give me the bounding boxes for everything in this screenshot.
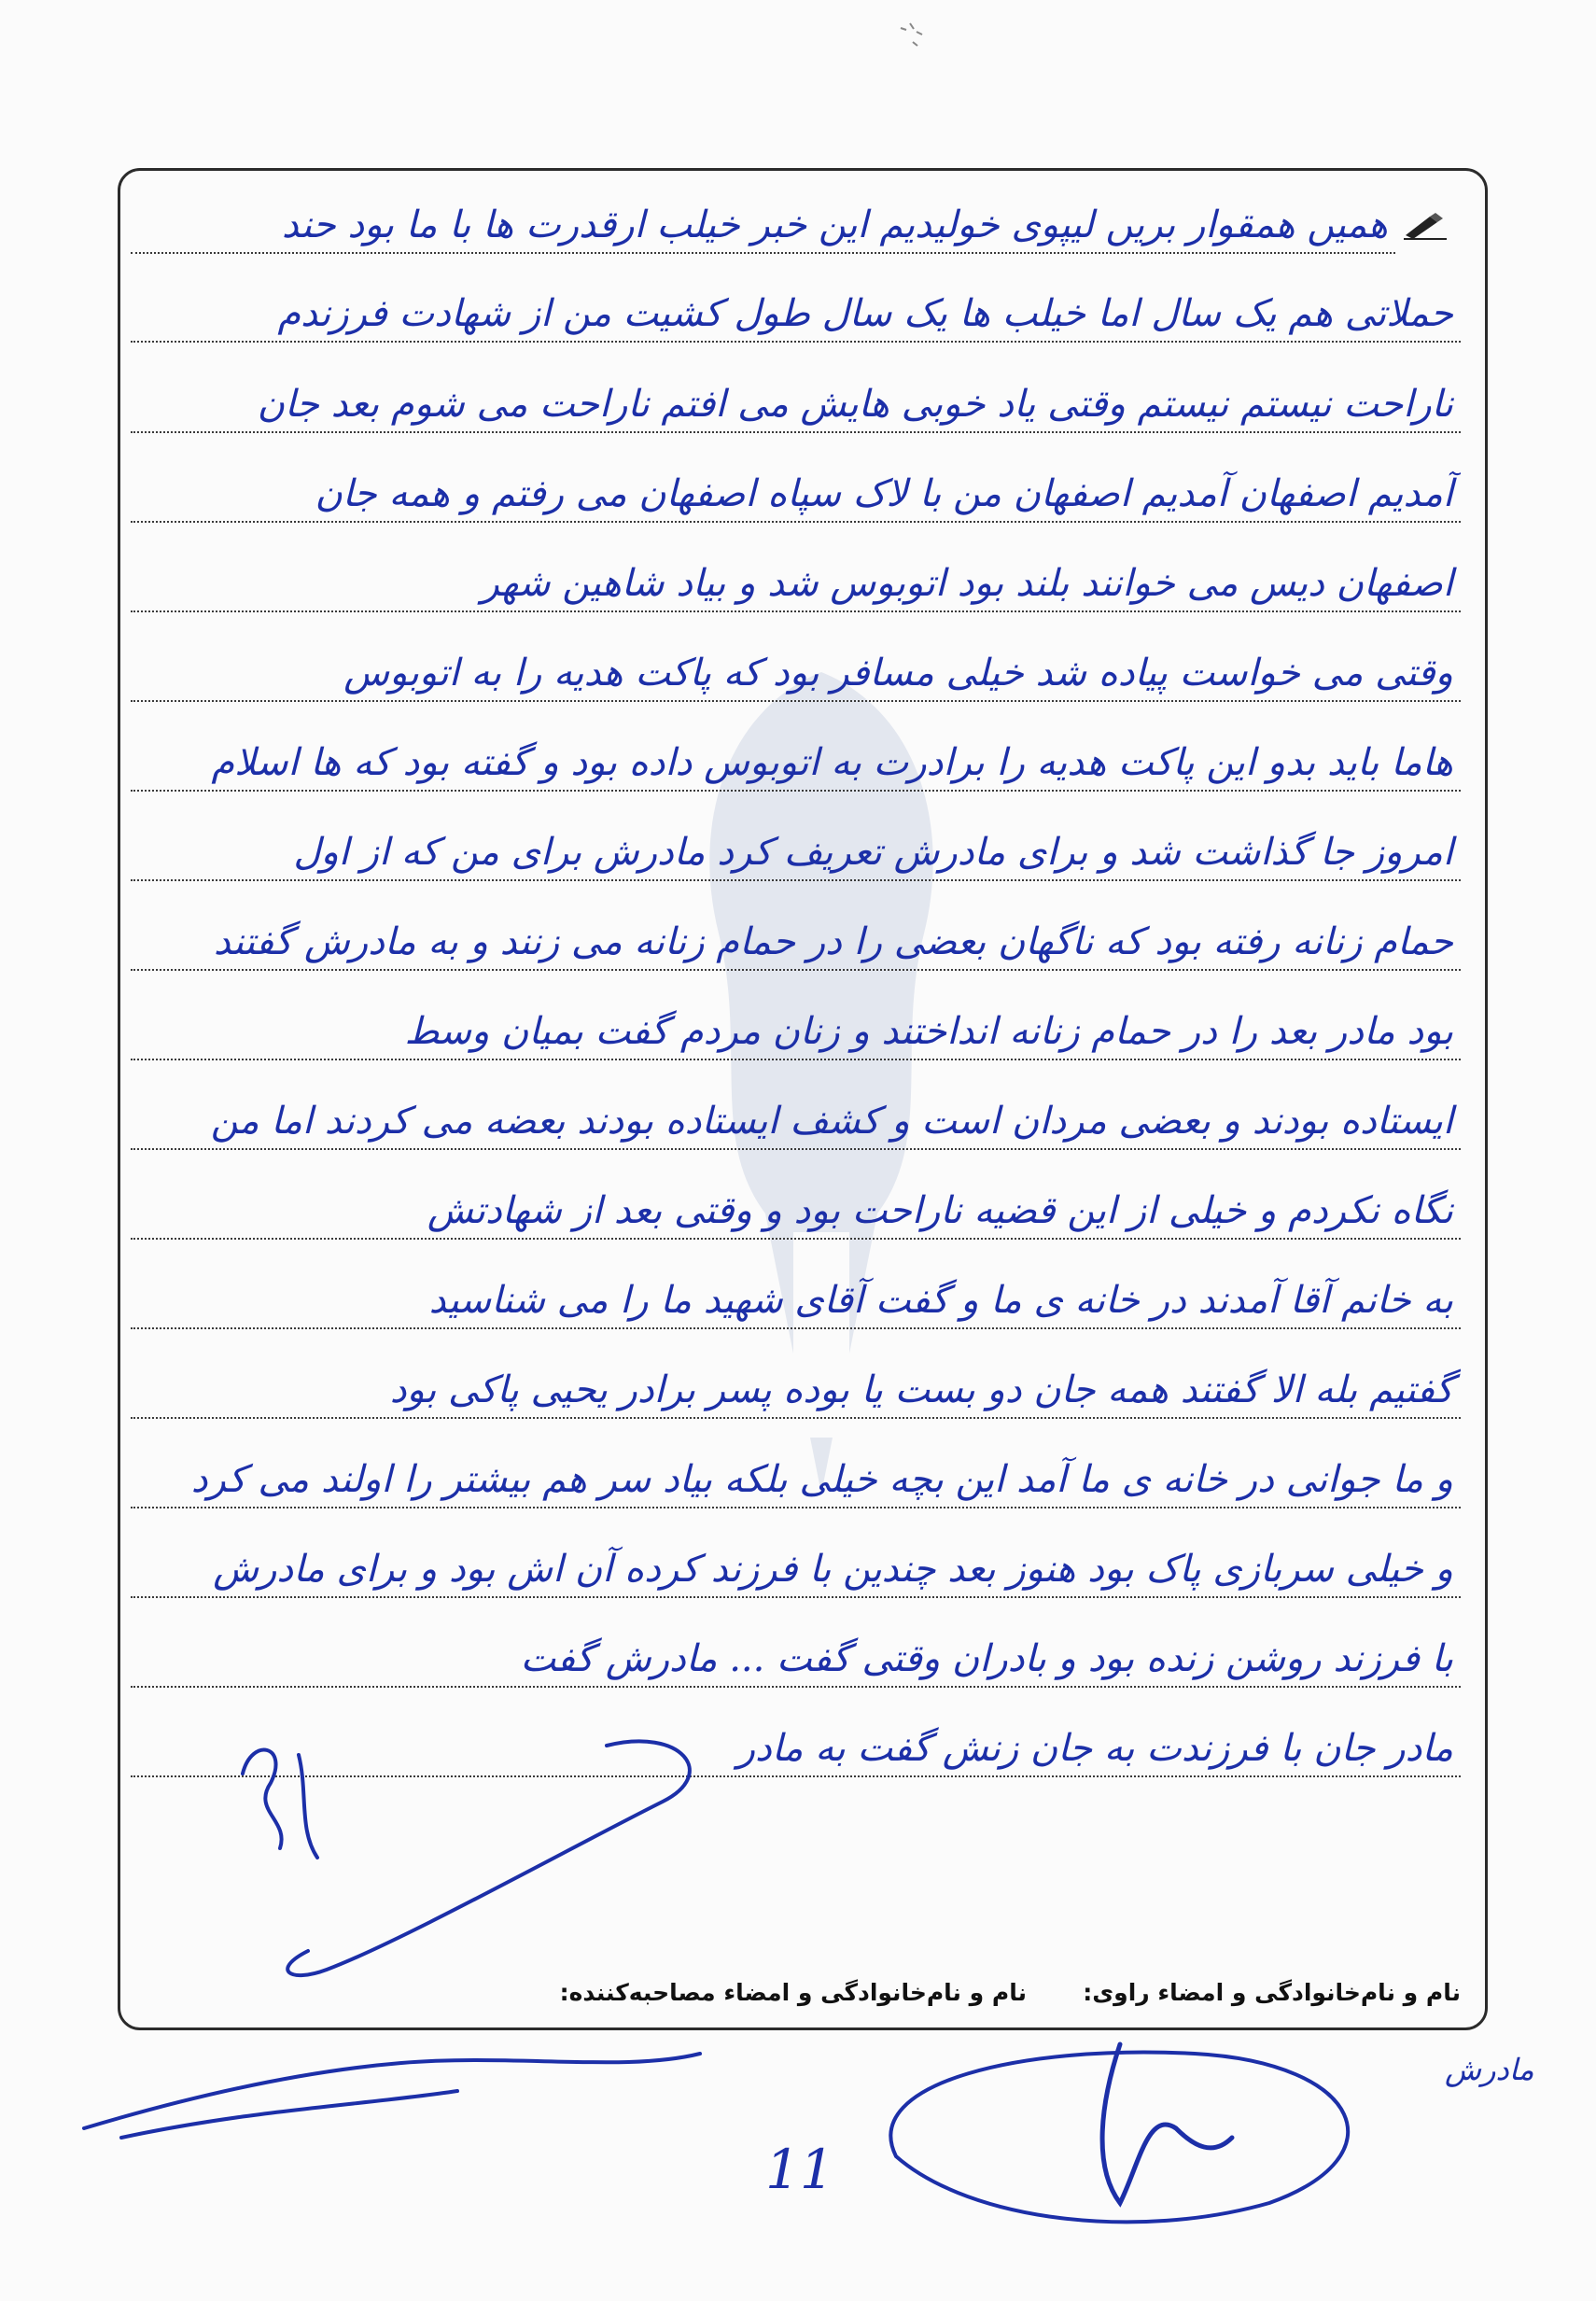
handwritten-line: آمدیم اصفهان آمدیم اصفهان من با لاک سپاه اصفهان می رفتم و همه جان bbox=[131, 465, 1461, 523]
handwritten-line: ایستاده بودند و بعضی مردان است و کشف ایستاده بودند بعضه می کردند اما من bbox=[131, 1092, 1461, 1150]
interviewer-signature bbox=[840, 2026, 1419, 2231]
handwritten-line: حمام زنانه رفته بود که ناگهان بعضی را در حمام زنانه می زنند و به مادرش گفتند bbox=[131, 913, 1461, 971]
handwritten-line: ناراحت نیستم نیستم وقتی یاد خوبی هایش می افتم ناراحت می شوم بعد جان bbox=[131, 375, 1461, 433]
interviewer-signature-label: نام و نام‌خانوادگی و امضاء مصاحبه‌کننده: bbox=[559, 1979, 1027, 2006]
handwritten-line: بود مادر بعد را در حمام زنانه انداختند و زنان مردم گفت بمیان وسط bbox=[131, 1003, 1461, 1060]
handwritten-line: نگاه نکردم و خیلی از این قضیه ناراحت بود و وقتی بعد از شهادتش bbox=[131, 1182, 1461, 1240]
handwritten-line: هاما باید بدو این پاکت هدیه را برادرت به اتوبوس داده بود و گفته بود که ها اسلام bbox=[131, 734, 1461, 792]
handwritten-line: گفتیم بله الا گفتند همه جان دو بست یا بوده پسر برادر یحیی پاکی بود bbox=[131, 1361, 1461, 1419]
handwritten-line: به خانم آقا آمدند در خانه ی ما و گفت آقای شهید ما را می شناسید bbox=[131, 1271, 1461, 1329]
handwritten-line: امروز جا گذاشت شد و برای مادرش تعریف کرد مادرش برای من که از اول bbox=[131, 823, 1461, 881]
signature-stroke bbox=[65, 2016, 719, 2156]
handwritten-line: حملاتی هم یک سال اما خیلب ها یک سال طول کشیت من از شهادت فرزندم bbox=[131, 285, 1461, 343]
handwritten-line: اصفهان دیس می خوانند بلند بود اتوبوس شد و بیاد شاهین شهر bbox=[131, 554, 1461, 612]
handwritten-line: همیں همقوار بریں لیپوی خولیدیم این خبر خیلب ارقدرت ها با ما بود حند bbox=[131, 196, 1395, 254]
handwritten-line: و خیلی سربازی پاک بود هنوز بعد چندین با فرزند کرده آن اش بود و برای مادرش bbox=[131, 1540, 1461, 1598]
margin-note: مادرش bbox=[1445, 2052, 1534, 2087]
handwritten-line: مادر جان با فرزندت به جان زنش گفت به مادر bbox=[131, 1719, 1461, 1777]
handwritten-line: و ما جوانی در خانه ی ما آمد این بچه خیلی بلکه بیاد سر هم بیشتر را اولند می کرد bbox=[131, 1451, 1461, 1508]
handwritten-line: وقتی می خواست پیاده شد خیلی مسافر بود که پاکت هدیه را به اتوبوس bbox=[131, 644, 1461, 702]
narrator-signature-label: نام و نام‌خانوادگی و امضاء راوی: bbox=[1083, 1979, 1461, 2006]
handwritten-line: با فرزند روشن زنده بود و بادران وقتی گفت ... مادرش گفت bbox=[131, 1630, 1461, 1688]
page-number: 11 bbox=[765, 2138, 834, 2201]
narrator-signature bbox=[215, 1718, 775, 1998]
